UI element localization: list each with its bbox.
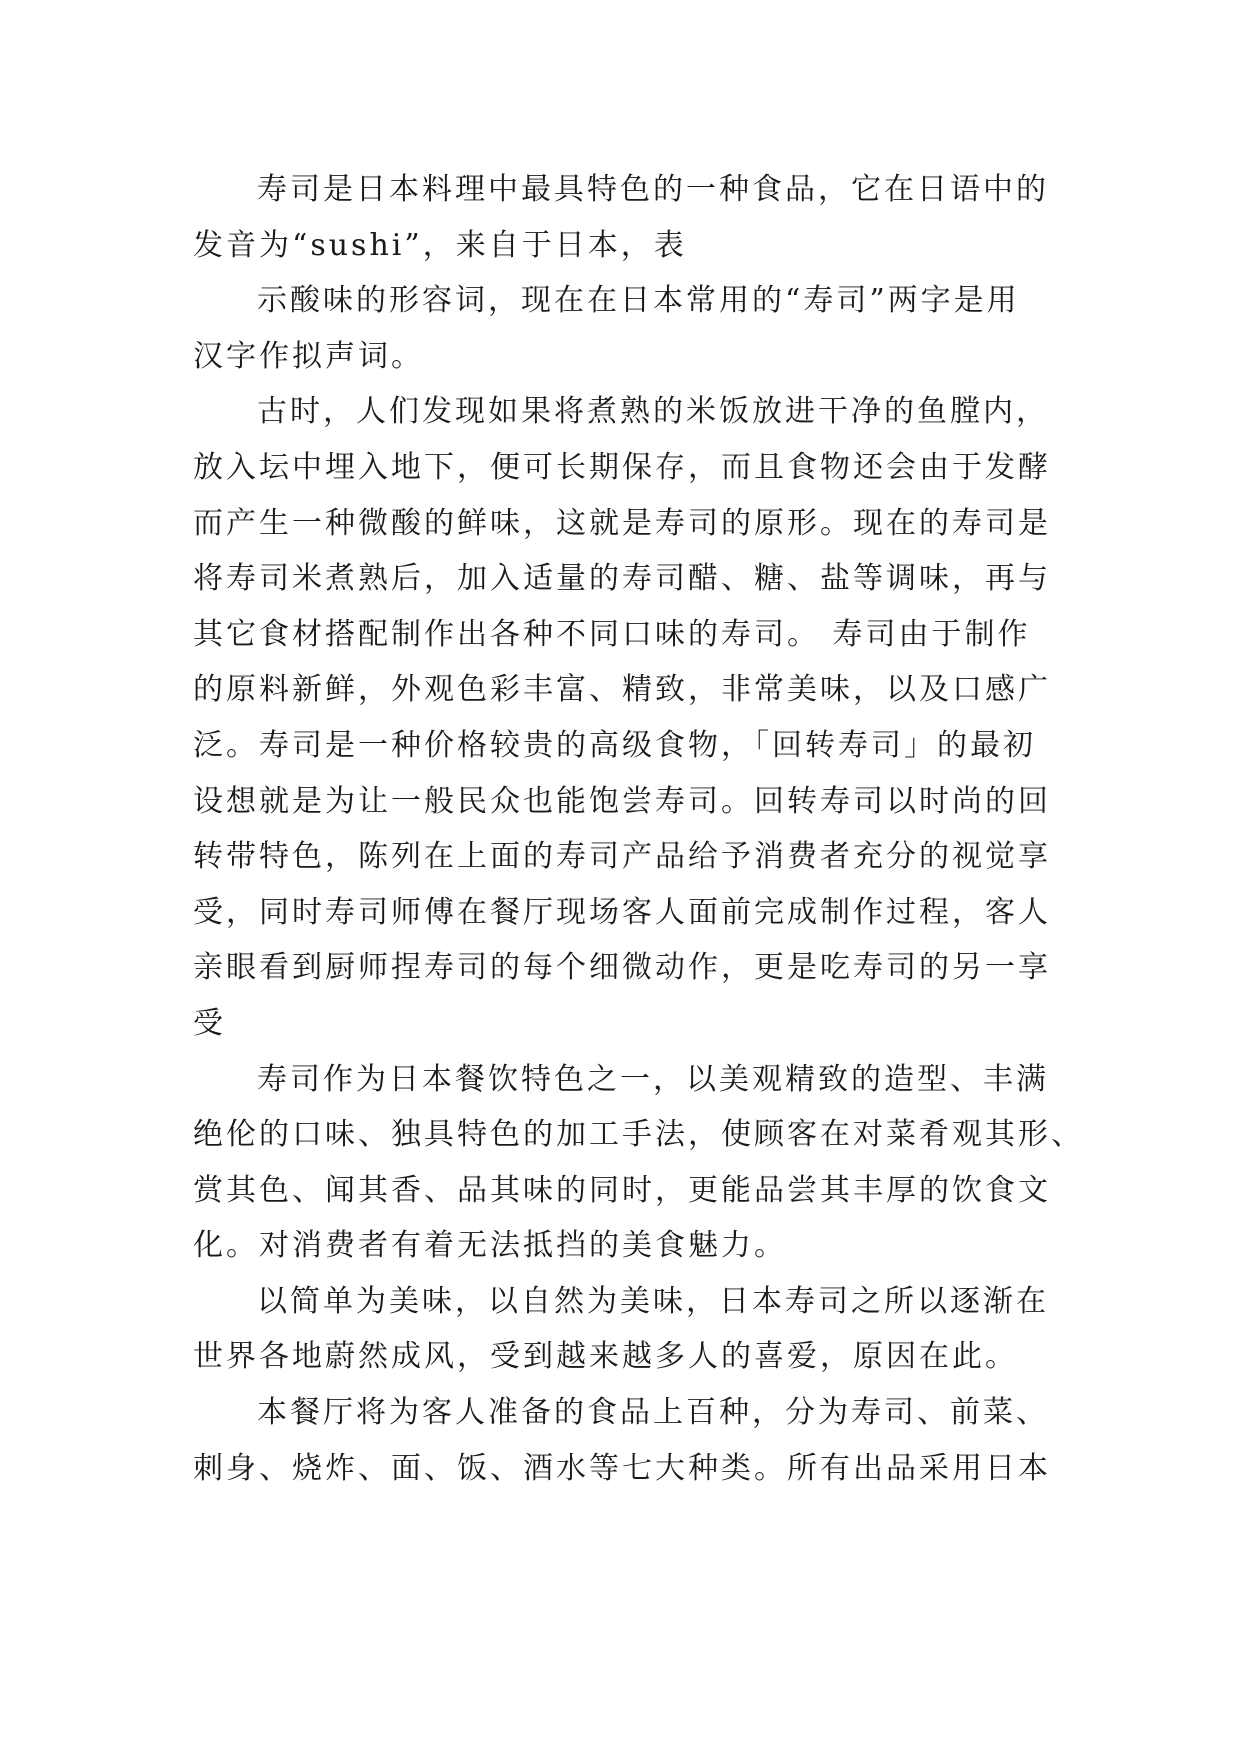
text-line: 设想就是为让一般民众也能饱尝寿司。回转寿司以时尚的回: [193, 783, 1051, 819]
text-line: 汉字作拟声词。: [193, 338, 424, 374]
text-line: 赏其色、闻其香、品其味的同时，更能品尝其丰厚的饮食文: [193, 1172, 1051, 1208]
text-line: 发音为“sushi”，来自于日本，表: [193, 227, 687, 263]
text-line: 绝伦的口味、独具特色的加工手法，使顾客在对菜肴观其形、: [193, 1117, 1084, 1153]
text-line: 本餐厅将为客人准备的食品上百种，分为寿司、前菜、: [257, 1395, 1049, 1431]
text-line: 示酸味的形容词，现在在日本常用的“寿司”两字是用: [257, 283, 1020, 319]
text-line: 化。对消费者有着无法抵挡的美食魅力。: [193, 1228, 787, 1264]
text-line: 的原料新鲜，外观色彩丰富、精致，非常美味，以及口感广: [193, 672, 1051, 708]
text-line: 刺身、烧炸、面、饭、酒水等七大种类。所有出品采用日本: [193, 1450, 1051, 1486]
text-line: 而产生一种微酸的鲜味，这就是寿司的原形。现在的寿司是: [193, 505, 1051, 541]
text-line: 其它食材搭配制作出各种不同口味的寿司。 寿司由于制作: [193, 616, 1031, 652]
text-line: 受，同时寿司师傅在餐厅现场客人面前完成制作过程，客人: [193, 894, 1051, 930]
text-line: 寿司是日本料理中最具特色的一种食品，它在日语中的: [257, 172, 1049, 207]
text-line: 以简单为美味，以自然为美味，日本寿司之所以逐渐在: [257, 1283, 1049, 1319]
text-line: 世界各地蔚然成风，受到越来越多人的喜爱，原因在此。: [193, 1339, 1018, 1375]
text-line: 转带特色，陈列在上面的寿司产品给予消费者充分的视觉享: [193, 839, 1051, 875]
text-line: 亲眼看到厨师捏寿司的每个细微动作，更是吃寿司的另一享: [193, 950, 1051, 986]
text-line: 放入坛中埋入地下，便可长期保存，而且食物还会由于发酵: [193, 449, 1051, 485]
text-line: 泛。寿司是一种价格较贵的高级食物，「回转寿司」的最初: [193, 727, 1036, 763]
text-line: 将寿司米煮熟后，加入适量的寿司醋、糖、盐等调味，再与: [193, 561, 1051, 597]
text-line: 受: [193, 1005, 226, 1041]
text-line: 寿司作为日本餐饮特色之一，以美观精致的造型、丰满: [257, 1061, 1049, 1097]
document-body: [193, 162, 1084, 1496]
text-line: 古时，人们发现如果将煮熟的米饭放进干净的鱼膛内，: [257, 394, 1049, 430]
